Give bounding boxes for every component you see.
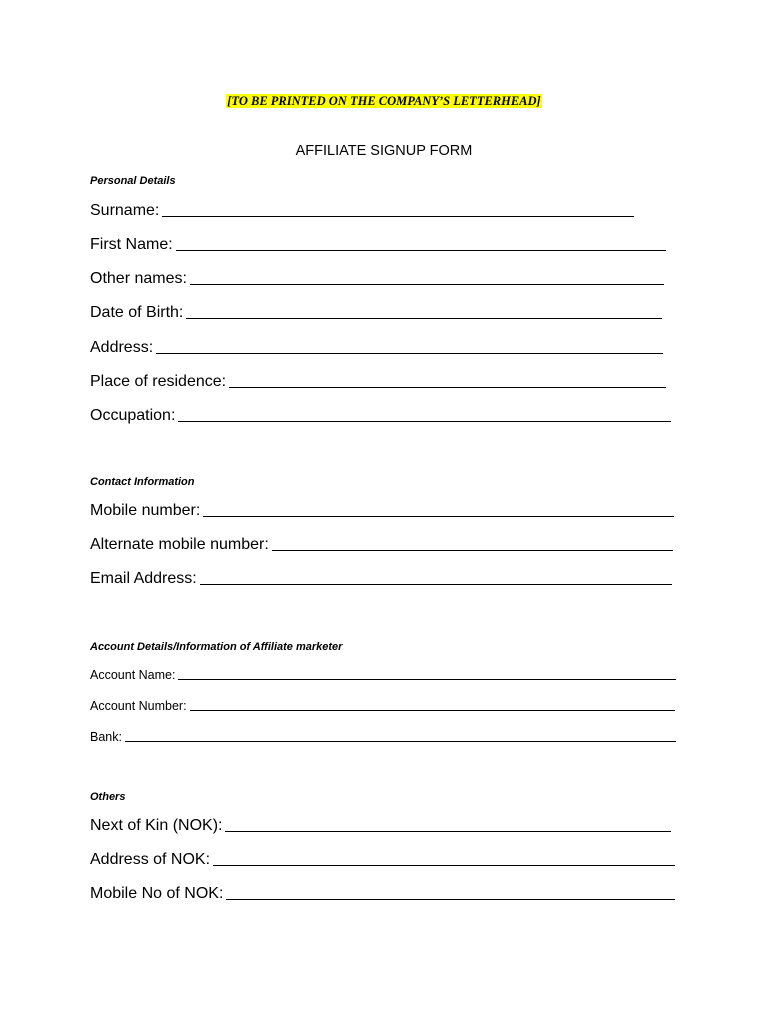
address-of-nok-field[interactable] [90,850,675,870]
first-name-label: First Name: [90,236,173,253]
occupation-label: Occupation: [90,407,176,424]
email-address-field[interactable] [90,569,672,589]
account-name-label: Account Name: [90,668,176,682]
date-of-birth-field[interactable] [90,303,662,323]
letterhead-note-text: [TO BE PRINTED ON THE COMPANY’S LETTERHEAD] [227,94,541,108]
other-names-field[interactable] [90,269,664,289]
email-address-blank-line[interactable] [200,583,672,585]
occupation-field[interactable] [90,406,671,426]
date-of-birth-blank-line[interactable] [186,317,662,319]
first-name-field[interactable] [90,235,666,255]
place-of-residence-label: Place of residence: [90,373,227,390]
date-of-birth-label: Date of Birth: [90,304,184,321]
email-address-label: Email Address: [90,570,197,587]
mobile-no-of-nok-label: Mobile No of NOK: [90,885,224,902]
place-of-residence-field[interactable] [90,372,666,392]
account-number-blank-line[interactable] [190,709,675,711]
surname-blank-line[interactable] [162,215,634,217]
address-field[interactable] [90,338,663,358]
mobile-number-field[interactable] [90,501,674,521]
surname-label: Surname: [90,202,160,219]
address-blank-line[interactable] [156,352,663,354]
address-label: Address: [90,339,154,356]
alternate-mobile-number-label: Alternate mobile number: [90,536,269,553]
account-name-field[interactable] [90,667,676,683]
account-name-blank-line[interactable] [178,678,676,680]
bank-blank-line[interactable] [125,740,676,742]
address-of-nok-blank-line[interactable] [213,864,675,866]
occupation-blank-line[interactable] [178,420,671,422]
section-heading-account-details: Account Details/Information of Affiliate marketer [90,641,343,653]
section-heading-personal-details: Personal Details [90,175,176,187]
next-of-kin-blank-line[interactable] [225,830,671,832]
bank-field[interactable] [90,729,676,745]
section-heading-others: Others [90,791,126,803]
account-number-label: Account Number: [90,699,187,713]
section-heading-contact-information: Contact Information [90,476,195,488]
alternate-mobile-number-blank-line[interactable] [272,549,673,551]
alternate-mobile-number-field[interactable] [90,535,673,555]
mobile-no-of-nok-blank-line[interactable] [226,898,675,900]
letterhead-note [0,92,768,110]
mobile-number-blank-line[interactable] [203,515,674,517]
mobile-no-of-nok-field[interactable] [90,884,675,904]
address-of-nok-label: Address of NOK: [90,851,211,868]
other-names-label: Other names: [90,270,187,287]
place-of-residence-blank-line[interactable] [229,386,666,388]
mobile-number-label: Mobile number: [90,502,201,519]
account-number-field[interactable] [90,698,675,714]
form-title: AFFILIATE SIGNUP FORM [295,143,473,159]
first-name-blank-line[interactable] [176,249,666,251]
surname-field[interactable] [90,201,634,221]
other-names-blank-line[interactable] [190,283,664,285]
next-of-kin-label: Next of Kin (NOK): [90,817,223,834]
bank-label: Bank: [90,730,122,744]
next-of-kin-field[interactable] [90,816,671,836]
